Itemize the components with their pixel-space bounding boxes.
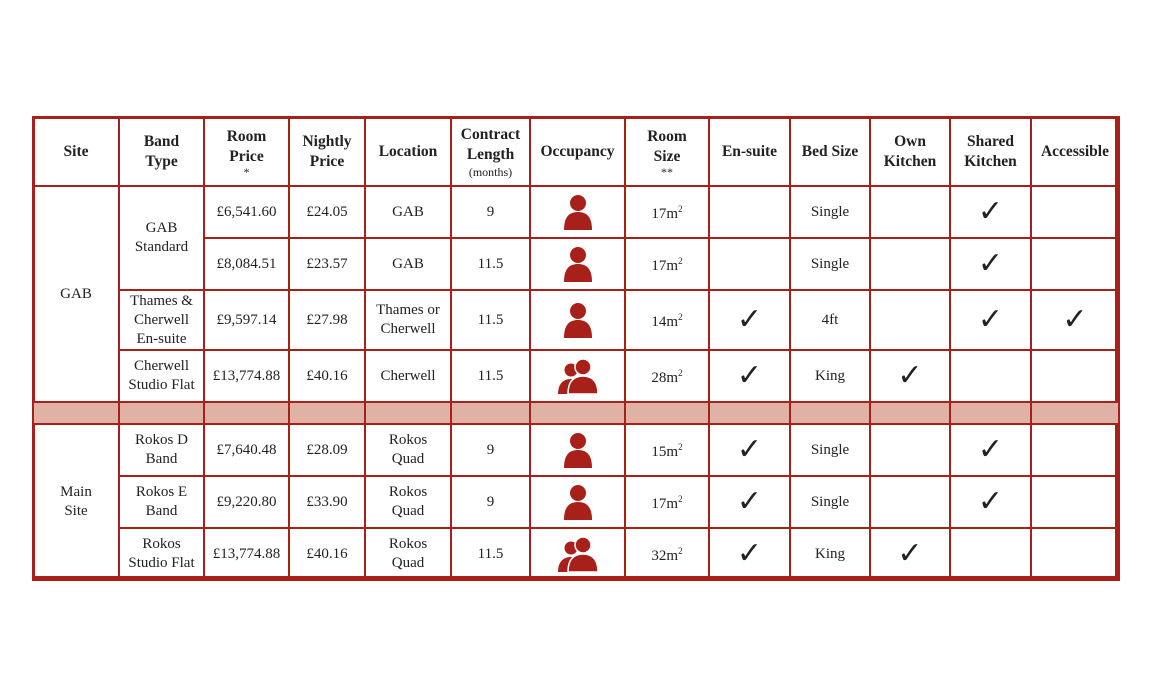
header-ensuite: En-suite [709, 117, 790, 186]
nightly-price-cell: £28.09 [289, 424, 365, 476]
contract-cell: 9 [451, 424, 530, 476]
header-bed-size: Bed Size [790, 117, 870, 186]
band-type-cell: GAB Standard [119, 186, 204, 290]
accessible-cell [1031, 350, 1119, 402]
band-type-cell: Cherwell Studio Flat [119, 350, 204, 402]
room-price-cell: £9,597.14 [204, 290, 289, 350]
ensuite-cell [709, 238, 790, 290]
nightly-price-cell: £24.05 [289, 186, 365, 238]
table-row [33, 290, 1119, 350]
occupancy-cell [530, 424, 625, 476]
room-size-cell: $15m^2$ [625, 424, 709, 476]
site-cell-main: Main Site [33, 424, 119, 580]
header-contract-length: Contract Length (months) [451, 117, 530, 186]
room-pricing-table [32, 116, 1120, 581]
bed-size-cell: Single [790, 424, 870, 476]
own-kitchen-cell [870, 290, 950, 350]
room-size-cell: $28m^2$ [625, 350, 709, 402]
ensuite-check-icon: ✓ [709, 424, 790, 476]
room-size-cell: $17m^2$ [625, 186, 709, 238]
table-row [33, 186, 1119, 238]
band-type-cell: Rokos D Band [119, 424, 204, 476]
band-type-cell: Rokos E Band [119, 476, 204, 528]
band-type-cell: Thames & Cherwell En-suite [119, 290, 204, 350]
room-size-cell: $14m^2$ [625, 290, 709, 350]
nightly-price-cell: £27.98 [289, 290, 365, 350]
contract-cell: 11.5 [451, 350, 530, 402]
two-people-icon [557, 536, 599, 572]
occupancy-cell [530, 476, 625, 528]
room-size-cell: $17m^2$ [625, 238, 709, 290]
ensuite-check-icon: ✓ [709, 476, 790, 528]
site-cell-gab: GAB [33, 186, 119, 402]
location-cell: Rokos Quad [365, 528, 451, 580]
own-kitchen-cell [870, 186, 950, 238]
bed-size-cell: 4ft [790, 290, 870, 350]
room-price-cell: £9,220.80 [204, 476, 289, 528]
occupancy-cell [530, 186, 625, 238]
bed-size-cell: King [790, 528, 870, 580]
bed-size-cell: Single [790, 186, 870, 238]
shared-kitchen-check-icon: ✓ [950, 238, 1031, 290]
ensuite-check-icon: ✓ [709, 350, 790, 402]
accessible-cell [1031, 238, 1119, 290]
header-row [33, 117, 1119, 186]
occupancy-cell [530, 350, 625, 402]
accessible-cell [1031, 424, 1119, 476]
shared-kitchen-check-icon: ✓ [950, 290, 1031, 350]
nightly-price-cell: £40.16 [289, 528, 365, 580]
room-size-cell: $32m^2$ [625, 528, 709, 580]
contract-cell: 11.5 [451, 238, 530, 290]
header-room-price: Room Price * [204, 117, 289, 186]
single-person-icon [562, 432, 594, 468]
accessible-check-icon: ✓ [1031, 290, 1119, 350]
table-row [33, 424, 1119, 476]
occupancy-cell [530, 528, 625, 580]
shared-kitchen-check-icon: ✓ [950, 476, 1031, 528]
location-cell: GAB [365, 238, 451, 290]
location-cell: GAB [365, 186, 451, 238]
shared-kitchen-cell [950, 528, 1031, 580]
nightly-price-cell: £40.16 [289, 350, 365, 402]
table-row [33, 528, 1119, 580]
bed-size-cell: King [790, 350, 870, 402]
shared-kitchen-check-icon: ✓ [950, 186, 1031, 238]
room-price-cell: £13,774.88 [204, 528, 289, 580]
single-person-icon [562, 302, 594, 338]
own-kitchen-cell [870, 476, 950, 528]
header-band-type: Band Type [119, 117, 204, 186]
contract-cell: 9 [451, 476, 530, 528]
location-cell: Rokos Quad [365, 424, 451, 476]
header-own-kitchen: Own Kitchen [870, 117, 950, 186]
shared-kitchen-cell [950, 350, 1031, 402]
room-size-cell: $17m^2$ [625, 476, 709, 528]
header-occupancy: Occupancy [530, 117, 625, 186]
room-price-cell: £6,541.60 [204, 186, 289, 238]
header-nightly-price: Nightly Price [289, 117, 365, 186]
band-type-cell: Rokos Studio Flat [119, 528, 204, 580]
own-kitchen-cell [870, 238, 950, 290]
two-people-icon [557, 358, 599, 394]
single-person-icon [562, 194, 594, 230]
occupancy-cell [530, 238, 625, 290]
header-accessible: Accessible [1031, 117, 1119, 186]
ensuite-check-icon: ✓ [709, 528, 790, 580]
own-kitchen-check-icon: ✓ [870, 528, 950, 580]
bed-size-cell: Single [790, 476, 870, 528]
room-price-cell: £8,084.51 [204, 238, 289, 290]
accessible-cell [1031, 528, 1119, 580]
nightly-price-cell: £33.90 [289, 476, 365, 528]
location-cell: Cherwell [365, 350, 451, 402]
bed-size-cell: Single [790, 238, 870, 290]
single-person-icon [562, 246, 594, 282]
nightly-price-cell: £23.57 [289, 238, 365, 290]
location-cell: Thames or Cherwell [365, 290, 451, 350]
header-site: Site [33, 117, 119, 186]
contract-cell: 9 [451, 186, 530, 238]
room-price-cell: £13,774.88 [204, 350, 289, 402]
own-kitchen-cell [870, 424, 950, 476]
ensuite-check-icon: ✓ [709, 290, 790, 350]
table-row [33, 350, 1119, 402]
header-room-size: Room Size ** [625, 117, 709, 186]
accessible-cell [1031, 186, 1119, 238]
separator-row [33, 402, 1119, 424]
header-location: Location [365, 117, 451, 186]
contract-cell: 11.5 [451, 290, 530, 350]
accessible-cell [1031, 476, 1119, 528]
room-price-cell: £7,640.48 [204, 424, 289, 476]
own-kitchen-check-icon: ✓ [870, 350, 950, 402]
occupancy-cell [530, 290, 625, 350]
header-shared-kitchen: Shared Kitchen [950, 117, 1031, 186]
contract-cell: 11.5 [451, 528, 530, 580]
shared-kitchen-check-icon: ✓ [950, 424, 1031, 476]
table-row [33, 476, 1119, 528]
ensuite-cell [709, 186, 790, 238]
location-cell: Rokos Quad [365, 476, 451, 528]
single-person-icon [562, 484, 594, 520]
